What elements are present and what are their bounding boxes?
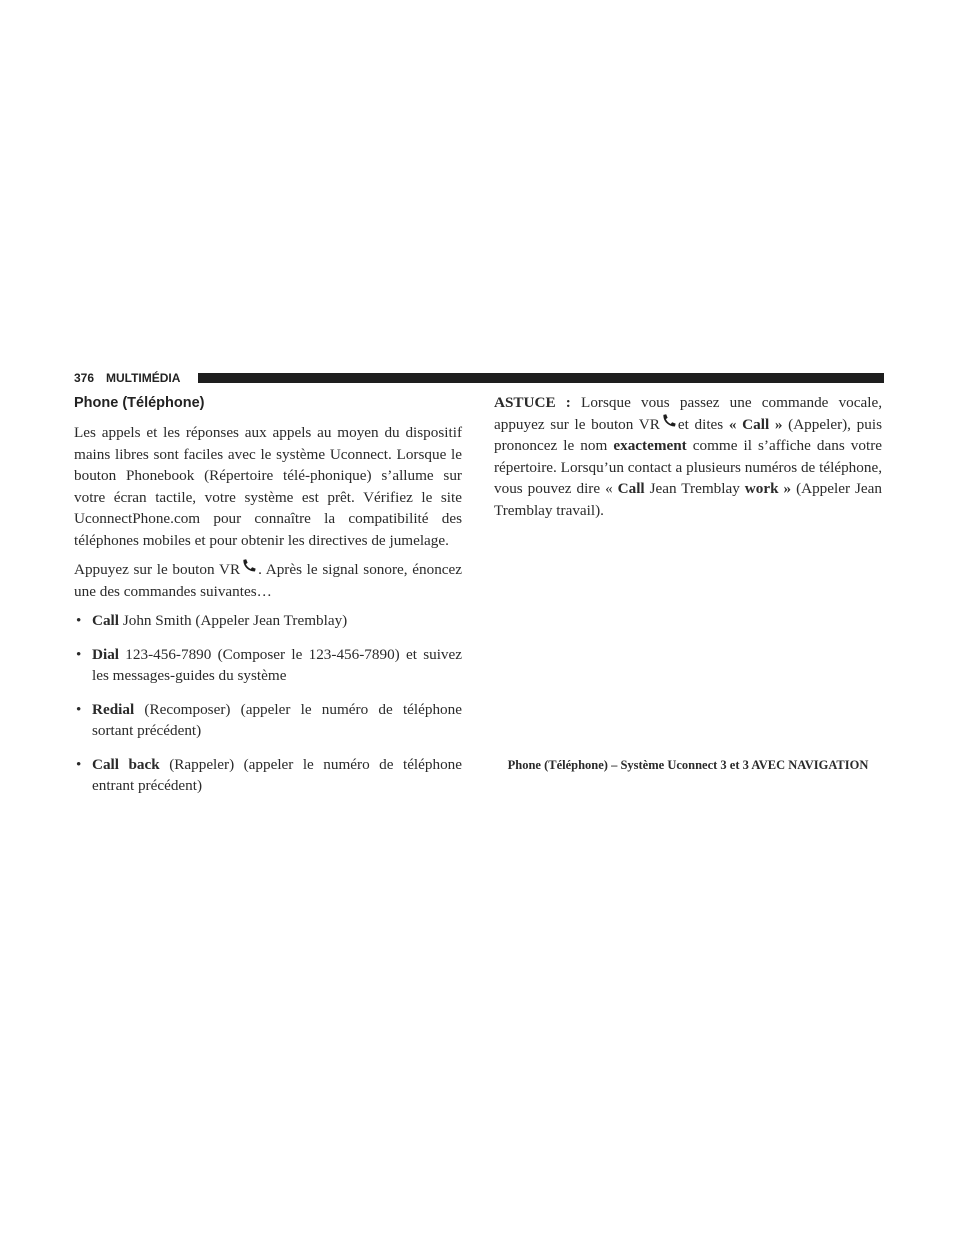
intro-paragraph: Les appels et les réponses aux appels au moyen du dispositif mains libres sont faciles avec le système Uconnect. Lorsque le bouton Phonebook (Répertoire télé-phonique) s’allume sur votre écran tactile, votre système est prêt. Vérifiez le site UconnectPhone.com pour connaître la compatibilité des téléphones mobiles et pour obtenir les directives de jumelage. — [74, 424, 462, 549]
tip-call-keyword: Call — [617, 480, 645, 497]
command-keyword: Dial — [92, 645, 120, 663]
list-item — [74, 754, 462, 797]
tip-text-6: (Appeler Jean Tremblay travail). — [494, 480, 882, 519]
tip-text-1: Lorsque vous passez une commande vocale, appuyez sur le bouton VR — [494, 394, 883, 433]
header-rule — [198, 373, 884, 383]
command-description: John Smith (Appeler Jean Tremblay) — [122, 612, 348, 629]
command-description: (Recomposer) (appeler le numéro de téléphone sortant précédent) — [92, 700, 462, 739]
command-keyword: Redial — [92, 700, 135, 718]
list-item — [74, 644, 462, 687]
tip-paragraph — [494, 392, 882, 521]
tip-text-3: (Appeler), puis prononcez le nom — [494, 415, 882, 454]
command-description: (Rappeler) (appeler le numéro de téléphone entrant précédent) — [92, 755, 463, 794]
page-header — [74, 370, 884, 386]
tip-text-2: et dites — [677, 415, 724, 433]
bullet: • — [76, 755, 82, 773]
left-column — [74, 392, 462, 809]
tip-exact: exactement — [613, 437, 687, 454]
press-vr-paragraph — [74, 559, 462, 602]
bullet: • — [76, 612, 82, 629]
tip-work-keyword: work » — [744, 480, 792, 497]
command-keyword: Call back — [92, 755, 160, 773]
command-description: 123-456-7890 (Composer le 123-456-7890) et suivez les messages-guides du système — [92, 645, 463, 684]
section-title: MULTIMÉDIA — [106, 371, 181, 385]
press-vr-after: . Après le signal sonore, énoncez une des commandes suivantes… — [74, 561, 463, 600]
tip-call-command: « Call » — [728, 415, 783, 433]
right-column — [494, 392, 882, 529]
phone-heading: Phone (Téléphone) — [74, 395, 205, 411]
phone-handset-icon — [242, 559, 256, 572]
list-item — [74, 699, 462, 742]
bullet: • — [76, 700, 82, 718]
command-list — [74, 610, 462, 797]
page-number: 376 — [74, 371, 95, 385]
figure-caption: Phone (Téléphone) – Système Uconnect 3 et 3 AVEC NAVIGATION — [507, 758, 869, 772]
tip-label: ASTUCE : — [494, 394, 571, 411]
tip-text-5: Jean Tremblay — [649, 480, 740, 497]
tip-text-4: comme il s’affiche dans votre répertoire. Lorsqu’un contact a plusieurs numéros de téléphone, vous pouvez dire « — [494, 437, 882, 497]
command-keyword: Call — [92, 612, 120, 629]
bullet: • — [76, 645, 82, 663]
phone-handset-icon — [662, 414, 676, 427]
press-vr-text: Appuyez sur le bouton VR — [74, 561, 241, 578]
list-item — [74, 610, 462, 632]
